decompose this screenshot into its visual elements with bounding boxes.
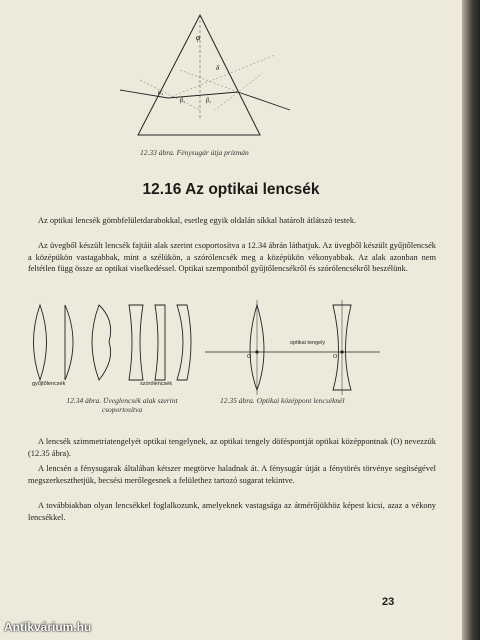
label-delta: δ bbox=[216, 64, 220, 72]
label-o-diverging: O bbox=[333, 354, 338, 360]
axis-caption: 12.35 ábra. Optikai középpont lencséknél bbox=[220, 396, 345, 405]
lenses-caption: 12.34 ábra. Üveglencsék alak szerint csoportosítva bbox=[66, 396, 178, 414]
label-beta2: β₂ bbox=[206, 98, 212, 104]
label-optical-axis: optikai tengely bbox=[290, 340, 326, 346]
label-beta1: β₁ bbox=[180, 98, 186, 104]
label-o-converging: O bbox=[247, 354, 252, 360]
planoconcave-lens bbox=[155, 305, 165, 380]
optical-center-2 bbox=[340, 350, 343, 353]
section-title: 12.16 Az optikai lencsék bbox=[142, 181, 320, 198]
label-diverging: szórólencsék bbox=[140, 381, 173, 387]
optical-center-1 bbox=[255, 350, 258, 353]
prism-caption: 12.33 ábra. Fénysugár útja prizmán bbox=[140, 148, 249, 157]
meniscus-lens bbox=[92, 305, 111, 380]
page-number: 23 bbox=[382, 596, 395, 608]
paragraph-1: Az optikai lencsék gömbfelületdarabokkal, esetleg egyik oldalán síkkal határolt átlátszó testek. bbox=[38, 216, 357, 225]
prism-diagram bbox=[120, 10, 310, 145]
label-phi: φ bbox=[196, 33, 201, 42]
paragraph-4: A lencsén a fénysugarak általában kétszer megtörve haladnak át. A fénysugár útját a fénytörés törvénye segítségével megszerkeszthetjük, becsési merőlegesnek a felülethez tartozó sugarat tekintve. bbox=[28, 464, 436, 485]
label-alpha1: α₁ bbox=[158, 90, 164, 96]
paragraph-2: Az üvegből készült lencsék fajtáit alak szerint csoportosítva a 12.34 ábrán láthatjuk. Az üvegből készült gyűjtőlencsék a középükön vastagabbak, mint a szélükön, a szórólencsék meg a középükön vékonyabbak. Az alak azonban nem feltétlen függ össze az optikai viselkedéssel. Optikai szempontból gyűjtőlencsékről és szórólencsékről beszélünk. bbox=[28, 241, 436, 274]
biconcave-lens bbox=[129, 305, 143, 380]
refracted-ray bbox=[168, 92, 238, 98]
concave-meniscus-lens bbox=[177, 305, 191, 380]
paragraph-5: A továbbiakban olyan lencsékkel foglalkozunk, amelyeknek vastagsága az átmérőjükhöz képest kicsi, azaz a vékony lencsékkel. bbox=[28, 501, 436, 522]
optical-axis-diagram bbox=[205, 300, 380, 395]
planoconvex-lens bbox=[65, 305, 73, 380]
paragraph-3: A lencsék szimmetriatengelyét optikai tengelynek, az optikai tengely döféspontját optikai középpontnak (O) nevezzük (12.35 ábra). bbox=[28, 437, 436, 458]
watermark-logo: Antikvárium.hu bbox=[4, 620, 92, 634]
page-edge-shadow bbox=[462, 0, 480, 640]
biconvex-lens bbox=[34, 305, 47, 380]
label-converging: gyűjtőlencsék bbox=[32, 381, 66, 387]
